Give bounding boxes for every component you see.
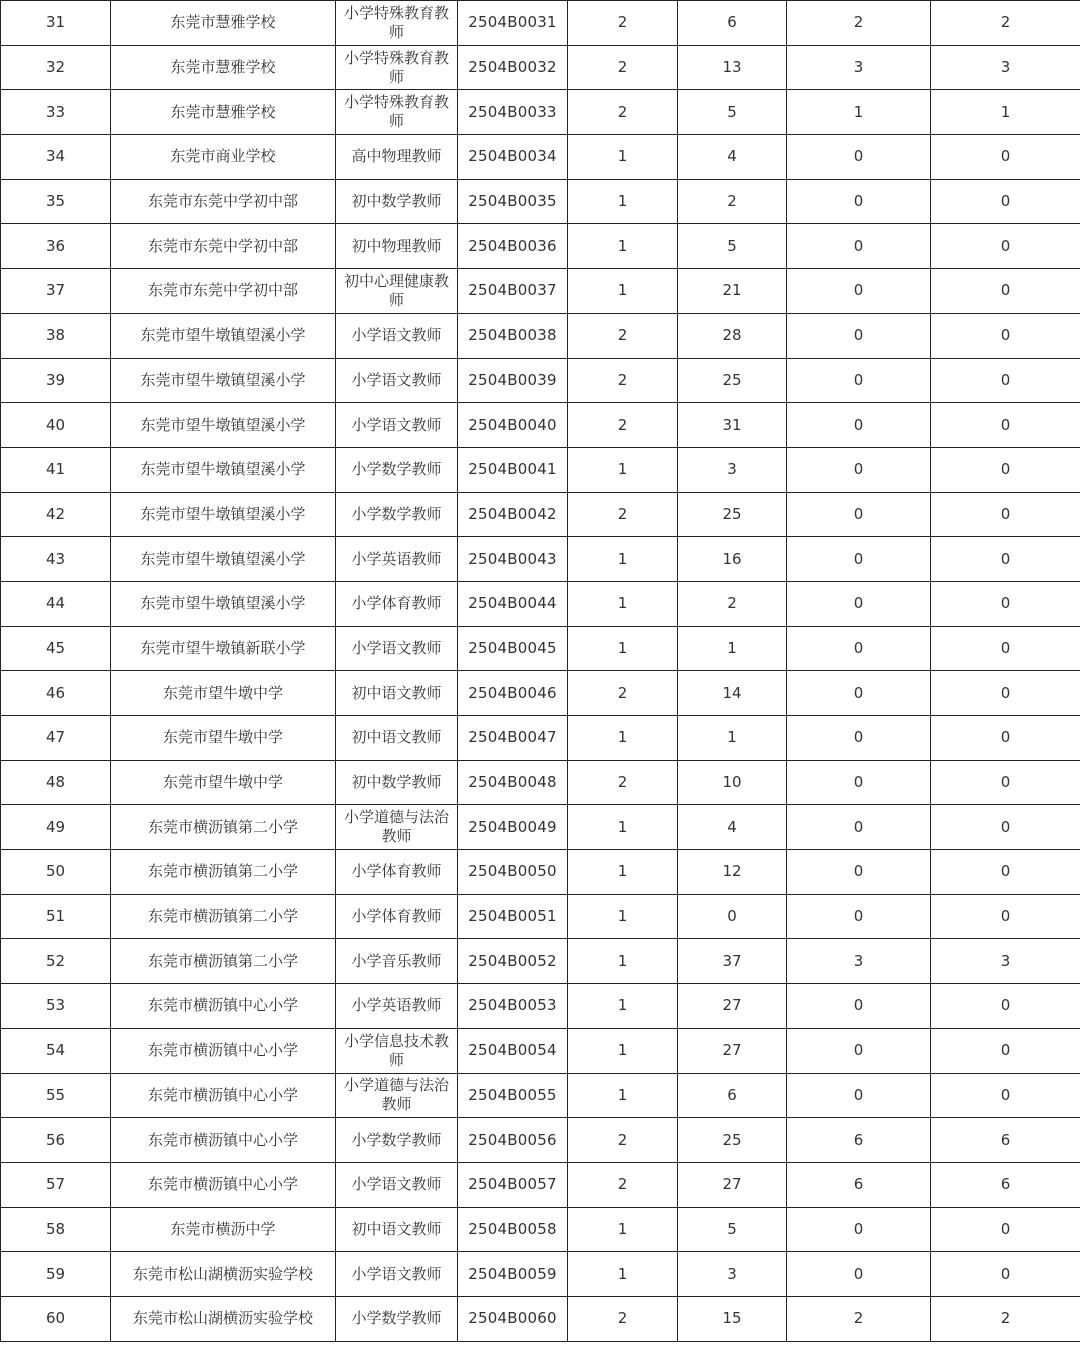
- qualified-count-cell: 0: [787, 1252, 931, 1297]
- applicant-count-cell: 3: [678, 1252, 787, 1297]
- table-row: [1, 1252, 1080, 1297]
- position-code-cell: 2504B0046: [458, 671, 568, 716]
- row-number-cell: 42: [1, 492, 111, 537]
- school-name-cell: 东莞市横沥镇第二小学: [111, 939, 336, 984]
- table-row: [1, 1028, 1080, 1073]
- qualified-count-cell: 0: [787, 805, 931, 850]
- applicant-count-cell: 0: [678, 894, 787, 939]
- row-number-cell: 56: [1, 1118, 111, 1163]
- row-number-cell: 50: [1, 850, 111, 895]
- hiring-count-cell: 1: [568, 135, 678, 180]
- confirmed-count-cell: 2: [931, 1, 1080, 46]
- position-name-cell: 小学体育教师: [336, 581, 458, 626]
- qualified-count-cell: 0: [787, 358, 931, 403]
- row-number-cell: 52: [1, 939, 111, 984]
- hiring-count-cell: 1: [568, 1252, 678, 1297]
- school-name-cell: 东莞市商业学校: [111, 135, 336, 180]
- table-row: [1, 894, 1080, 939]
- row-number-cell: 43: [1, 537, 111, 582]
- position-code-cell: 2504B0053: [458, 984, 568, 1029]
- qualified-count-cell: 0: [787, 850, 931, 895]
- row-number-cell: 47: [1, 716, 111, 761]
- applicant-count-cell: 12: [678, 850, 787, 895]
- confirmed-count-cell: 0: [931, 313, 1080, 358]
- qualified-count-cell: 2: [787, 1296, 931, 1341]
- applicant-count-cell: 2: [678, 179, 787, 224]
- qualified-count-cell: 0: [787, 447, 931, 492]
- applicant-count-cell: 5: [678, 90, 787, 135]
- row-number-cell: 34: [1, 135, 111, 180]
- position-name-cell: 初中语文教师: [336, 1207, 458, 1252]
- position-name-cell: 初中语文教师: [336, 716, 458, 761]
- table-row: [1, 581, 1080, 626]
- position-code-cell: 2504B0044: [458, 581, 568, 626]
- qualified-count-cell: 0: [787, 269, 931, 314]
- qualified-count-cell: 6: [787, 1162, 931, 1207]
- row-number-cell: 51: [1, 894, 111, 939]
- table-row: [1, 313, 1080, 358]
- position-name-cell: 小学英语教师: [336, 984, 458, 1029]
- qualified-count-cell: 0: [787, 716, 931, 761]
- confirmed-count-cell: 0: [931, 850, 1080, 895]
- applicant-count-cell: 4: [678, 135, 787, 180]
- qualified-count-cell: 0: [787, 671, 931, 716]
- confirmed-count-cell: 0: [931, 716, 1080, 761]
- applicant-count-cell: 28: [678, 313, 787, 358]
- hiring-count-cell: 2: [568, 671, 678, 716]
- table-row: [1, 1207, 1080, 1252]
- hiring-count-cell: 1: [568, 1028, 678, 1073]
- confirmed-count-cell: 0: [931, 358, 1080, 403]
- qualified-count-cell: 0: [787, 492, 931, 537]
- school-name-cell: 东莞市东莞中学初中部: [111, 269, 336, 314]
- confirmed-count-cell: 0: [931, 403, 1080, 448]
- hiring-count-cell: 1: [568, 179, 678, 224]
- school-name-cell: 东莞市望牛墩镇望溪小学: [111, 492, 336, 537]
- row-number-cell: 58: [1, 1207, 111, 1252]
- table-row: [1, 224, 1080, 269]
- row-number-cell: 35: [1, 179, 111, 224]
- school-name-cell: 东莞市横沥镇中心小学: [111, 984, 336, 1029]
- qualified-count-cell: 6: [787, 1118, 931, 1163]
- position-code-cell: 2504B0032: [458, 45, 568, 90]
- position-name-cell: 高中物理教师: [336, 135, 458, 180]
- qualified-count-cell: 2: [787, 1, 931, 46]
- position-code-cell: 2504B0059: [458, 1252, 568, 1297]
- qualified-count-cell: 0: [787, 984, 931, 1029]
- confirmed-count-cell: 3: [931, 939, 1080, 984]
- applicant-count-cell: 2: [678, 581, 787, 626]
- applicant-count-cell: 27: [678, 984, 787, 1029]
- position-name-cell: 初中心理健康教师: [336, 269, 458, 314]
- hiring-count-cell: 1: [568, 269, 678, 314]
- school-name-cell: 东莞市望牛墩中学: [111, 716, 336, 761]
- hiring-count-cell: 1: [568, 1073, 678, 1118]
- table-row: [1, 1162, 1080, 1207]
- row-number-cell: 53: [1, 984, 111, 1029]
- confirmed-count-cell: 0: [931, 1207, 1080, 1252]
- qualified-count-cell: 0: [787, 179, 931, 224]
- position-code-cell: 2504B0060: [458, 1296, 568, 1341]
- hiring-count-cell: 2: [568, 90, 678, 135]
- applicant-count-cell: 5: [678, 1207, 787, 1252]
- position-code-cell: 2504B0040: [458, 403, 568, 448]
- hiring-count-cell: 2: [568, 313, 678, 358]
- hiring-count-cell: 1: [568, 850, 678, 895]
- school-name-cell: 东莞市望牛墩中学: [111, 671, 336, 716]
- qualified-count-cell: 1: [787, 90, 931, 135]
- confirmed-count-cell: 0: [931, 671, 1080, 716]
- applicant-count-cell: 25: [678, 492, 787, 537]
- position-name-cell: 初中物理教师: [336, 224, 458, 269]
- position-name-cell: 小学数学教师: [336, 1118, 458, 1163]
- position-name-cell: 初中数学教师: [336, 179, 458, 224]
- applicant-count-cell: 1: [678, 716, 787, 761]
- applicant-count-cell: 6: [678, 1, 787, 46]
- position-code-cell: 2504B0050: [458, 850, 568, 895]
- qualified-count-cell: 0: [787, 135, 931, 180]
- row-number-cell: 49: [1, 805, 111, 850]
- row-number-cell: 39: [1, 358, 111, 403]
- school-name-cell: 东莞市望牛墩中学: [111, 760, 336, 805]
- applicant-count-cell: 5: [678, 224, 787, 269]
- confirmed-count-cell: 0: [931, 269, 1080, 314]
- school-name-cell: 东莞市横沥镇中心小学: [111, 1118, 336, 1163]
- school-name-cell: 东莞市东莞中学初中部: [111, 179, 336, 224]
- position-code-cell: 2504B0056: [458, 1118, 568, 1163]
- qualified-count-cell: 0: [787, 760, 931, 805]
- hiring-count-cell: 2: [568, 45, 678, 90]
- position-code-cell: 2504B0031: [458, 1, 568, 46]
- hiring-count-cell: 1: [568, 894, 678, 939]
- position-code-cell: 2504B0042: [458, 492, 568, 537]
- qualified-count-cell: 0: [787, 626, 931, 671]
- school-name-cell: 东莞市望牛墩镇望溪小学: [111, 581, 336, 626]
- table-row: [1, 1118, 1080, 1163]
- applicant-count-cell: 1: [678, 626, 787, 671]
- school-name-cell: 东莞市望牛墩镇望溪小学: [111, 537, 336, 582]
- row-number-cell: 54: [1, 1028, 111, 1073]
- confirmed-count-cell: 0: [931, 492, 1080, 537]
- position-name-cell: 小学体育教师: [336, 894, 458, 939]
- row-number-cell: 37: [1, 269, 111, 314]
- hiring-count-cell: 1: [568, 537, 678, 582]
- table-row: [1, 403, 1080, 448]
- qualified-count-cell: 3: [787, 45, 931, 90]
- applicant-count-cell: 4: [678, 805, 787, 850]
- row-number-cell: 41: [1, 447, 111, 492]
- table-row: [1, 984, 1080, 1029]
- row-number-cell: 31: [1, 1, 111, 46]
- position-name-cell: 小学语文教师: [336, 1162, 458, 1207]
- row-number-cell: 32: [1, 45, 111, 90]
- applicant-count-cell: 15: [678, 1296, 787, 1341]
- row-number-cell: 48: [1, 760, 111, 805]
- row-number-cell: 57: [1, 1162, 111, 1207]
- row-number-cell: 38: [1, 313, 111, 358]
- school-name-cell: 东莞市望牛墩镇新联小学: [111, 626, 336, 671]
- hiring-count-cell: 1: [568, 1207, 678, 1252]
- position-name-cell: 小学体育教师: [336, 850, 458, 895]
- school-name-cell: 东莞市横沥镇第二小学: [111, 805, 336, 850]
- position-code-cell: 2504B0051: [458, 894, 568, 939]
- applicant-count-cell: 27: [678, 1162, 787, 1207]
- hiring-count-cell: 2: [568, 760, 678, 805]
- confirmed-count-cell: 0: [931, 537, 1080, 582]
- hiring-count-cell: 1: [568, 939, 678, 984]
- table-row: [1, 760, 1080, 805]
- hiring-count-cell: 1: [568, 224, 678, 269]
- confirmed-count-cell: 0: [931, 805, 1080, 850]
- hiring-count-cell: 1: [568, 984, 678, 1029]
- school-name-cell: 东莞市横沥镇中心小学: [111, 1073, 336, 1118]
- position-name-cell: 小学语文教师: [336, 358, 458, 403]
- position-name-cell: 小学音乐教师: [336, 939, 458, 984]
- position-code-cell: 2504B0057: [458, 1162, 568, 1207]
- table-row: [1, 716, 1080, 761]
- hiring-count-cell: 2: [568, 1296, 678, 1341]
- row-number-cell: 46: [1, 671, 111, 716]
- confirmed-count-cell: 6: [931, 1162, 1080, 1207]
- applicant-count-cell: 31: [678, 403, 787, 448]
- table-row: [1, 537, 1080, 582]
- confirmed-count-cell: 1: [931, 90, 1080, 135]
- position-name-cell: 小学道德与法治教师: [336, 1073, 458, 1118]
- row-number-cell: 59: [1, 1252, 111, 1297]
- qualified-count-cell: 0: [787, 1073, 931, 1118]
- position-name-cell: 小学数学教师: [336, 447, 458, 492]
- qualified-count-cell: 0: [787, 403, 931, 448]
- table-row: [1, 1073, 1080, 1118]
- position-name-cell: 初中数学教师: [336, 760, 458, 805]
- school-name-cell: 东莞市横沥镇中心小学: [111, 1162, 336, 1207]
- row-number-cell: 45: [1, 626, 111, 671]
- hiring-count-cell: 1: [568, 447, 678, 492]
- position-name-cell: 小学语文教师: [336, 1252, 458, 1297]
- school-name-cell: 东莞市慧雅学校: [111, 1, 336, 46]
- qualified-count-cell: 0: [787, 894, 931, 939]
- qualified-count-cell: 3: [787, 939, 931, 984]
- row-number-cell: 44: [1, 581, 111, 626]
- position-code-cell: 2504B0055: [458, 1073, 568, 1118]
- confirmed-count-cell: 0: [931, 581, 1080, 626]
- school-name-cell: 东莞市横沥镇第二小学: [111, 894, 336, 939]
- position-code-cell: 2504B0047: [458, 716, 568, 761]
- position-code-cell: 2504B0033: [458, 90, 568, 135]
- confirmed-count-cell: 0: [931, 1028, 1080, 1073]
- table-row: [1, 671, 1080, 716]
- position-name-cell: 小学道德与法治教师: [336, 805, 458, 850]
- position-name-cell: 小学信息技术教师: [336, 1028, 458, 1073]
- school-name-cell: 东莞市横沥中学: [111, 1207, 336, 1252]
- applicant-count-cell: 3: [678, 447, 787, 492]
- position-code-cell: 2504B0043: [458, 537, 568, 582]
- qualified-count-cell: 0: [787, 1207, 931, 1252]
- table-row: [1, 447, 1080, 492]
- position-code-cell: 2504B0039: [458, 358, 568, 403]
- row-number-cell: 33: [1, 90, 111, 135]
- row-number-cell: 36: [1, 224, 111, 269]
- hiring-count-cell: 2: [568, 358, 678, 403]
- qualified-count-cell: 0: [787, 581, 931, 626]
- hiring-count-cell: 1: [568, 805, 678, 850]
- position-name-cell: 小学语文教师: [336, 313, 458, 358]
- qualified-count-cell: 0: [787, 224, 931, 269]
- position-name-cell: 小学数学教师: [336, 1296, 458, 1341]
- table-row: [1, 939, 1080, 984]
- position-code-cell: 2504B0038: [458, 313, 568, 358]
- position-code-cell: 2504B0045: [458, 626, 568, 671]
- position-code-cell: 2504B0054: [458, 1028, 568, 1073]
- hiring-count-cell: 2: [568, 403, 678, 448]
- school-name-cell: 东莞市松山湖横沥实验学校: [111, 1252, 336, 1297]
- confirmed-count-cell: 0: [931, 447, 1080, 492]
- table-row: [1, 492, 1080, 537]
- row-number-cell: 60: [1, 1296, 111, 1341]
- applicant-count-cell: 16: [678, 537, 787, 582]
- qualified-count-cell: 0: [787, 537, 931, 582]
- confirmed-count-cell: 0: [931, 984, 1080, 1029]
- position-name-cell: 小学特殊教育教师: [336, 1, 458, 46]
- position-name-cell: 小学特殊教育教师: [336, 45, 458, 90]
- position-name-cell: 小学数学教师: [336, 492, 458, 537]
- table-row: [1, 269, 1080, 314]
- confirmed-count-cell: 2: [931, 1296, 1080, 1341]
- confirmed-count-cell: 0: [931, 179, 1080, 224]
- table-body: [1, 1, 1080, 1342]
- confirmed-count-cell: 0: [931, 1073, 1080, 1118]
- position-code-cell: 2504B0052: [458, 939, 568, 984]
- table-row: [1, 1296, 1080, 1341]
- table-row: [1, 179, 1080, 224]
- position-code-cell: 2504B0049: [458, 805, 568, 850]
- school-name-cell: 东莞市慧雅学校: [111, 45, 336, 90]
- hiring-count-cell: 2: [568, 492, 678, 537]
- confirmed-count-cell: 0: [931, 135, 1080, 180]
- position-code-cell: 2504B0041: [458, 447, 568, 492]
- school-name-cell: 东莞市东莞中学初中部: [111, 224, 336, 269]
- position-name-cell: 小学语文教师: [336, 626, 458, 671]
- hiring-count-cell: 2: [568, 1118, 678, 1163]
- hiring-count-cell: 1: [568, 716, 678, 761]
- confirmed-count-cell: 3: [931, 45, 1080, 90]
- school-name-cell: 东莞市慧雅学校: [111, 90, 336, 135]
- confirmed-count-cell: 0: [931, 626, 1080, 671]
- table-row: [1, 626, 1080, 671]
- position-code-cell: 2504B0034: [458, 135, 568, 180]
- school-name-cell: 东莞市望牛墩镇望溪小学: [111, 447, 336, 492]
- position-name-cell: 小学特殊教育教师: [336, 90, 458, 135]
- applicant-count-cell: 25: [678, 1118, 787, 1163]
- row-number-cell: 40: [1, 403, 111, 448]
- school-name-cell: 东莞市望牛墩镇望溪小学: [111, 358, 336, 403]
- position-name-cell: 小学英语教师: [336, 537, 458, 582]
- confirmed-count-cell: 0: [931, 760, 1080, 805]
- applicant-count-cell: 27: [678, 1028, 787, 1073]
- hiring-count-cell: 1: [568, 626, 678, 671]
- table-row: [1, 358, 1080, 403]
- confirmed-count-cell: 0: [931, 1252, 1080, 1297]
- school-name-cell: 东莞市横沥镇第二小学: [111, 850, 336, 895]
- applicant-count-cell: 6: [678, 1073, 787, 1118]
- school-name-cell: 东莞市望牛墩镇望溪小学: [111, 403, 336, 448]
- position-code-cell: 2504B0037: [458, 269, 568, 314]
- confirmed-count-cell: 0: [931, 224, 1080, 269]
- table-row: [1, 135, 1080, 180]
- hiring-count-cell: 1: [568, 581, 678, 626]
- school-name-cell: 东莞市横沥镇中心小学: [111, 1028, 336, 1073]
- table-row: [1, 90, 1080, 135]
- position-code-cell: 2504B0058: [458, 1207, 568, 1252]
- table-row: [1, 1, 1080, 46]
- position-code-cell: 2504B0048: [458, 760, 568, 805]
- applicant-count-cell: 37: [678, 939, 787, 984]
- table-row: [1, 805, 1080, 850]
- school-name-cell: 东莞市松山湖横沥实验学校: [111, 1296, 336, 1341]
- applicant-count-cell: 25: [678, 358, 787, 403]
- position-code-cell: 2504B0035: [458, 179, 568, 224]
- confirmed-count-cell: 0: [931, 894, 1080, 939]
- table-row: [1, 45, 1080, 90]
- applicant-count-cell: 10: [678, 760, 787, 805]
- school-name-cell: 东莞市望牛墩镇望溪小学: [111, 313, 336, 358]
- position-name-cell: 小学语文教师: [336, 403, 458, 448]
- applicant-count-cell: 14: [678, 671, 787, 716]
- hiring-count-cell: 2: [568, 1, 678, 46]
- table-row: [1, 850, 1080, 895]
- row-number-cell: 55: [1, 1073, 111, 1118]
- applicant-count-cell: 13: [678, 45, 787, 90]
- hiring-count-cell: 2: [568, 1162, 678, 1207]
- qualified-count-cell: 0: [787, 1028, 931, 1073]
- applicant-count-cell: 21: [678, 269, 787, 314]
- confirmed-count-cell: 6: [931, 1118, 1080, 1163]
- position-name-cell: 初中语文教师: [336, 671, 458, 716]
- qualified-count-cell: 0: [787, 313, 931, 358]
- position-code-cell: 2504B0036: [458, 224, 568, 269]
